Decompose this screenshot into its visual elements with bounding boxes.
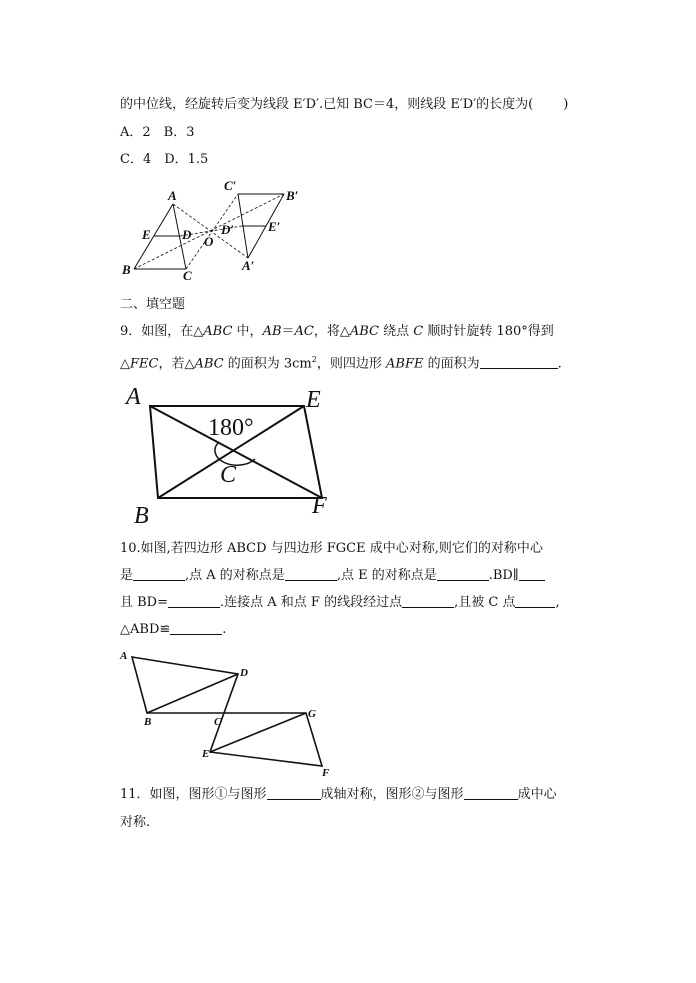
q10-line3: 且 BD= .连接点 A 和点 F 的线段经过点 ,且被 C 点 , (120, 595, 560, 610)
q10-label-A: A (120, 650, 128, 662)
q10-blank-congruent[interactable] (170, 621, 222, 635)
q10-figure (116, 645, 346, 780)
q8-label-D: D (182, 227, 192, 242)
q10-line4: △ABD≌ . (120, 622, 227, 637)
q9-label-E: E (306, 387, 321, 413)
q11-line1: 11．如图，图形①与图形 成轴对称，图形②与图形 成中心 (120, 787, 557, 802)
q9-label-B: B (134, 503, 149, 529)
section-title: 二、填空题 (120, 297, 186, 312)
q10-label-C: C (214, 716, 222, 728)
q8-label-Dp: D′ (221, 222, 235, 237)
q8-label-Cp: C′ (224, 178, 237, 193)
q10-label-E: E (202, 748, 210, 760)
q10-blank-parallel[interactable] (519, 567, 545, 581)
q10-quad-FGCE (210, 713, 322, 766)
q8-options-cd: C．4 D．1.5 (120, 152, 209, 167)
q8-label-C: C (183, 268, 192, 283)
q9-label-C: C (220, 462, 237, 488)
q9-line1: 9．如图，在△ABC 中，AB＝AC，将△ABC 绕点 C 顺时针旋转 180°得到 (120, 324, 554, 339)
q8-label-E: E (142, 227, 151, 242)
q8-label-A: A (168, 188, 177, 203)
q9-figure (124, 383, 344, 528)
q8-label-O: O (204, 234, 214, 249)
q8-label-Ep: E′ (268, 219, 281, 234)
q10-quad-ABCD (132, 657, 238, 713)
q11-line2: 对称. (120, 815, 151, 830)
q8-label-B: B (122, 262, 131, 277)
q10-diag-BD (147, 674, 238, 713)
q10-label-G: G (308, 708, 316, 720)
q10-diag-GE (210, 713, 306, 752)
q10-blank-passes[interactable] (402, 594, 454, 608)
q8-options-ab: A．2 B．3 (120, 125, 195, 140)
q9-answer-blank[interactable] (480, 355, 558, 369)
q9-line2: △FEC，若△ABC 的面积为 $3cm^2$，则四边形 ABFE 的面积为 . (120, 355, 562, 372)
q10-line2: 是 ,点 A 的对称点是 ,点 E 的对称点是 .BD∥ (120, 567, 545, 585)
q8-figure (118, 176, 318, 286)
q9-label-F: F (312, 493, 327, 519)
q11-blank-central[interactable] (464, 786, 518, 800)
q9-angle-label: 180° (208, 415, 254, 441)
q8-stem: 的中位线，经旋转后变为线段 E′D′.已知 BC＝4，则线段 E′D′的长度为( ) (120, 97, 569, 112)
q10-line1: 10.如图,若四边形 ABCD 与四边形 FGCE 成中心对称,则它们的对称中心 (120, 541, 543, 556)
q10-blank-bisected[interactable] (515, 594, 555, 608)
q11-blank-axial[interactable] (267, 786, 321, 800)
q8-label-Bp: B′ (286, 188, 299, 203)
q10-blank-E-sym[interactable] (437, 567, 489, 581)
q10-blank-BD[interactable] (168, 594, 220, 608)
q8-label-Ap: A′ (242, 258, 255, 273)
q10-label-F: F (322, 767, 330, 779)
q9-label-A: A (126, 384, 141, 410)
q10-label-B: B (144, 716, 152, 728)
q10-label-D: D (240, 667, 248, 679)
q10-blank-A-sym[interactable] (285, 567, 337, 581)
q10-blank-center[interactable] (133, 567, 185, 581)
